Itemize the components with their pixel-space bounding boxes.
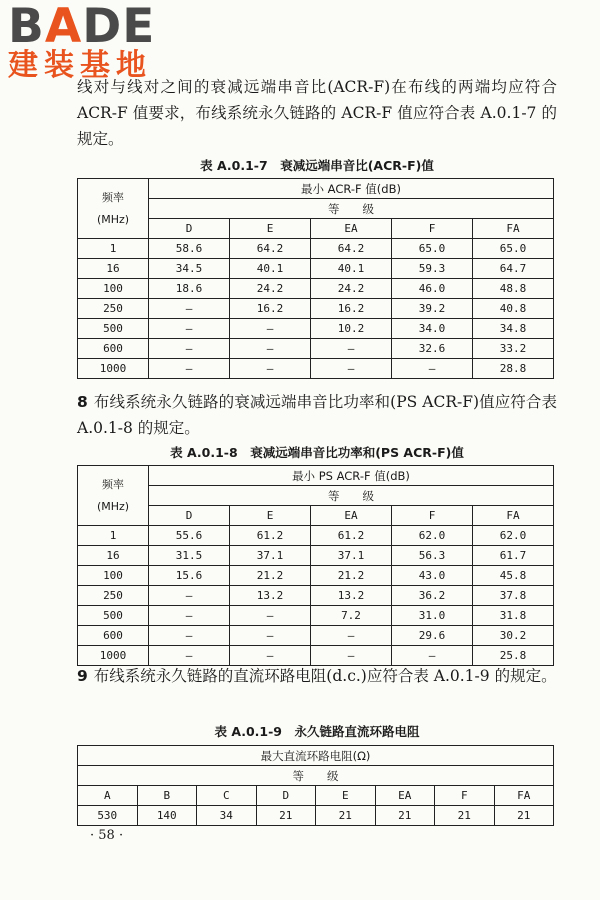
- value-cell: —: [149, 299, 230, 319]
- grade-cell: D: [149, 219, 230, 239]
- value-cell: 31.8: [473, 606, 554, 626]
- value-cell: 64.2: [230, 239, 311, 259]
- value-cell: 29.6: [392, 626, 473, 646]
- table-row: [78, 279, 554, 299]
- value-cell: 65.0: [392, 239, 473, 259]
- value-cell: 61.2: [311, 526, 392, 546]
- grade-cell: B: [137, 786, 197, 806]
- value-cell: 59.3: [392, 259, 473, 279]
- paragraph-9: [77, 663, 557, 689]
- value-cell: 30.2: [473, 626, 554, 646]
- freq-cell: 100: [78, 279, 149, 299]
- table-row: [78, 319, 554, 339]
- grade-cell: F: [392, 506, 473, 526]
- grade-cell: FA: [473, 506, 554, 526]
- value-cell: 10.2: [311, 319, 392, 339]
- table-row: [78, 626, 554, 646]
- grade-cell: A: [78, 786, 138, 806]
- freq-header: [78, 466, 149, 526]
- value-cell: —: [149, 586, 230, 606]
- value-cell: 15.6: [149, 566, 230, 586]
- grade-cell: F: [435, 786, 495, 806]
- freq-unit: (MHz): [96, 212, 130, 226]
- table-row: [78, 339, 554, 359]
- value-cell: —: [311, 626, 392, 646]
- value-cell: 61.2: [230, 526, 311, 546]
- grade-cell: E: [230, 506, 311, 526]
- value-cell: 21: [435, 806, 495, 826]
- value-cell: 40.8: [473, 299, 554, 319]
- freq-cell: 100: [78, 566, 149, 586]
- value-cell: 36.2: [392, 586, 473, 606]
- value-cell: 31.0: [392, 606, 473, 626]
- value-cell: 13.2: [311, 586, 392, 606]
- value-cell: 39.2: [392, 299, 473, 319]
- value-cell: 64.2: [311, 239, 392, 259]
- value-header: 最大直流环路电阻(Ω): [78, 746, 554, 766]
- paragraph-text: 线对与线对之间的衰减远端串音比(ACR-F)在布线的两端均应符合 ACR-F 值要求，布线系统永久链路的 ACR-F 值应符合表 A.0.1-7 的规定。: [77, 78, 557, 148]
- value-cell: —: [230, 626, 311, 646]
- value-cell: 7.2: [311, 606, 392, 626]
- value-cell: —: [149, 606, 230, 626]
- table-row: [78, 586, 554, 606]
- value-cell: —: [149, 359, 230, 379]
- table-a019-caption: 表 A.0.1-9 永久链路直流环路电阻: [214, 724, 420, 739]
- value-cell: 40.1: [230, 259, 311, 279]
- logo-subtitle: 建装基地: [8, 48, 152, 83]
- value-cell: 46.0: [392, 279, 473, 299]
- freq-cell: 1000: [78, 359, 149, 379]
- value-cell: 45.8: [473, 566, 554, 586]
- table-row: [78, 299, 554, 319]
- value-header: 最小 ACR-F 值(dB): [149, 179, 554, 199]
- freq-cell: 600: [78, 339, 149, 359]
- value-cell: —: [311, 646, 392, 666]
- value-cell: —: [230, 606, 311, 626]
- table-a018-caption: 表 A.0.1-8 衰减远端串音比功率和(PS ACR-F)值: [170, 445, 464, 460]
- value-cell: 37.1: [230, 546, 311, 566]
- table-row: [78, 566, 554, 586]
- value-cell: 25.8: [473, 646, 554, 666]
- freq-cell: 500: [78, 606, 149, 626]
- grade-cell: EA: [311, 506, 392, 526]
- table-row: [78, 259, 554, 279]
- grade-cell: F: [392, 219, 473, 239]
- value-cell: 33.2: [473, 339, 554, 359]
- value-cell: 16.2: [230, 299, 311, 319]
- value-cell: 24.2: [311, 279, 392, 299]
- value-cell: 62.0: [473, 526, 554, 546]
- value-cell: 40.1: [311, 259, 392, 279]
- value-cell: 32.6: [392, 339, 473, 359]
- grade-cell: EA: [375, 786, 435, 806]
- grade-header: 等 级: [149, 486, 554, 506]
- value-cell: 21: [375, 806, 435, 826]
- value-cell: 21.2: [230, 566, 311, 586]
- page-number: · 58 ·: [90, 828, 124, 843]
- value-cell: —: [311, 339, 392, 359]
- value-cell: 21: [494, 806, 554, 826]
- freq-header: [78, 179, 149, 239]
- freq-cell: 250: [78, 299, 149, 319]
- table-row: [78, 546, 554, 566]
- value-cell: 16.2: [311, 299, 392, 319]
- value-cell: 64.7: [473, 259, 554, 279]
- table-row: [78, 526, 554, 546]
- table-row: [78, 606, 554, 626]
- value-cell: 37.1: [311, 546, 392, 566]
- freq-label: 频率: [102, 477, 124, 491]
- value-cell: 37.8: [473, 586, 554, 606]
- value-cell: 55.6: [149, 526, 230, 546]
- paragraph-8: [77, 389, 557, 441]
- value-cell: —: [230, 646, 311, 666]
- grade-cell: E: [230, 219, 311, 239]
- value-cell: 34.5: [149, 259, 230, 279]
- value-cell: 13.2: [230, 586, 311, 606]
- value-cell: 62.0: [392, 526, 473, 546]
- table-a019: [77, 745, 554, 826]
- paragraph-text: 布线系统永久链路的直流环路电阻(d.c.)应符合表 A.0.1-9 的规定。: [93, 667, 557, 685]
- freq-cell: 16: [78, 259, 149, 279]
- value-cell: —: [149, 646, 230, 666]
- value-cell: 43.0: [392, 566, 473, 586]
- value-cell: 56.3: [392, 546, 473, 566]
- grade-cell: EA: [311, 219, 392, 239]
- value-cell: —: [311, 359, 392, 379]
- freq-cell: 250: [78, 586, 149, 606]
- freq-label: 频率: [102, 190, 124, 204]
- value-cell: 140: [137, 806, 197, 826]
- value-cell: —: [149, 319, 230, 339]
- grade-cell: E: [316, 786, 376, 806]
- table-a017: [77, 178, 554, 379]
- freq-unit: (MHz): [96, 499, 130, 513]
- value-cell: 61.7: [473, 546, 554, 566]
- value-cell: 34: [197, 806, 257, 826]
- table-row: [78, 239, 554, 259]
- paragraph-number: 9: [77, 667, 88, 685]
- freq-cell: 1: [78, 239, 149, 259]
- table-row: [78, 359, 554, 379]
- freq-cell: 1000: [78, 646, 149, 666]
- paragraph-number: 8: [77, 393, 88, 411]
- value-cell: —: [230, 359, 311, 379]
- grade-cell: D: [149, 506, 230, 526]
- grade-cell: D: [256, 786, 316, 806]
- value-cell: 21: [256, 806, 316, 826]
- value-cell: —: [230, 339, 311, 359]
- paragraph-text: 布线系统永久链路的衰减远端串音比功率和(PS ACR-F)值应符合表 A.0.1-8 的规定。: [77, 393, 557, 437]
- value-cell: 21: [316, 806, 376, 826]
- freq-cell: 16: [78, 546, 149, 566]
- grade-cell: FA: [473, 219, 554, 239]
- value-cell: 24.2: [230, 279, 311, 299]
- value-header: 最小 PS ACR-F 值(dB): [149, 466, 554, 486]
- value-cell: 28.8: [473, 359, 554, 379]
- value-cell: —: [230, 319, 311, 339]
- grade-cell: C: [197, 786, 257, 806]
- table-a018: [77, 465, 554, 666]
- table-a017-caption: 表 A.0.1-7 衰减远端串音比(ACR-F)值: [200, 158, 434, 173]
- value-cell: —: [392, 359, 473, 379]
- value-cell: 65.0: [473, 239, 554, 259]
- value-cell: 18.6: [149, 279, 230, 299]
- paragraph-acr-f: [77, 74, 557, 152]
- grade-cell: FA: [494, 786, 554, 806]
- value-cell: —: [392, 646, 473, 666]
- value-cell: —: [149, 339, 230, 359]
- value-cell: 58.6: [149, 239, 230, 259]
- value-cell: —: [149, 626, 230, 646]
- logo-wordmark: BADE: [8, 0, 156, 54]
- value-cell: 48.8: [473, 279, 554, 299]
- value-cell: 31.5: [149, 546, 230, 566]
- value-cell: 34.0: [392, 319, 473, 339]
- value-cell: 530: [78, 806, 138, 826]
- grade-header: 等 级: [78, 766, 554, 786]
- freq-cell: 500: [78, 319, 149, 339]
- value-cell: 34.8: [473, 319, 554, 339]
- freq-cell: 600: [78, 626, 149, 646]
- grade-header: 等 级: [149, 199, 554, 219]
- freq-cell: 1: [78, 526, 149, 546]
- value-cell: 21.2: [311, 566, 392, 586]
